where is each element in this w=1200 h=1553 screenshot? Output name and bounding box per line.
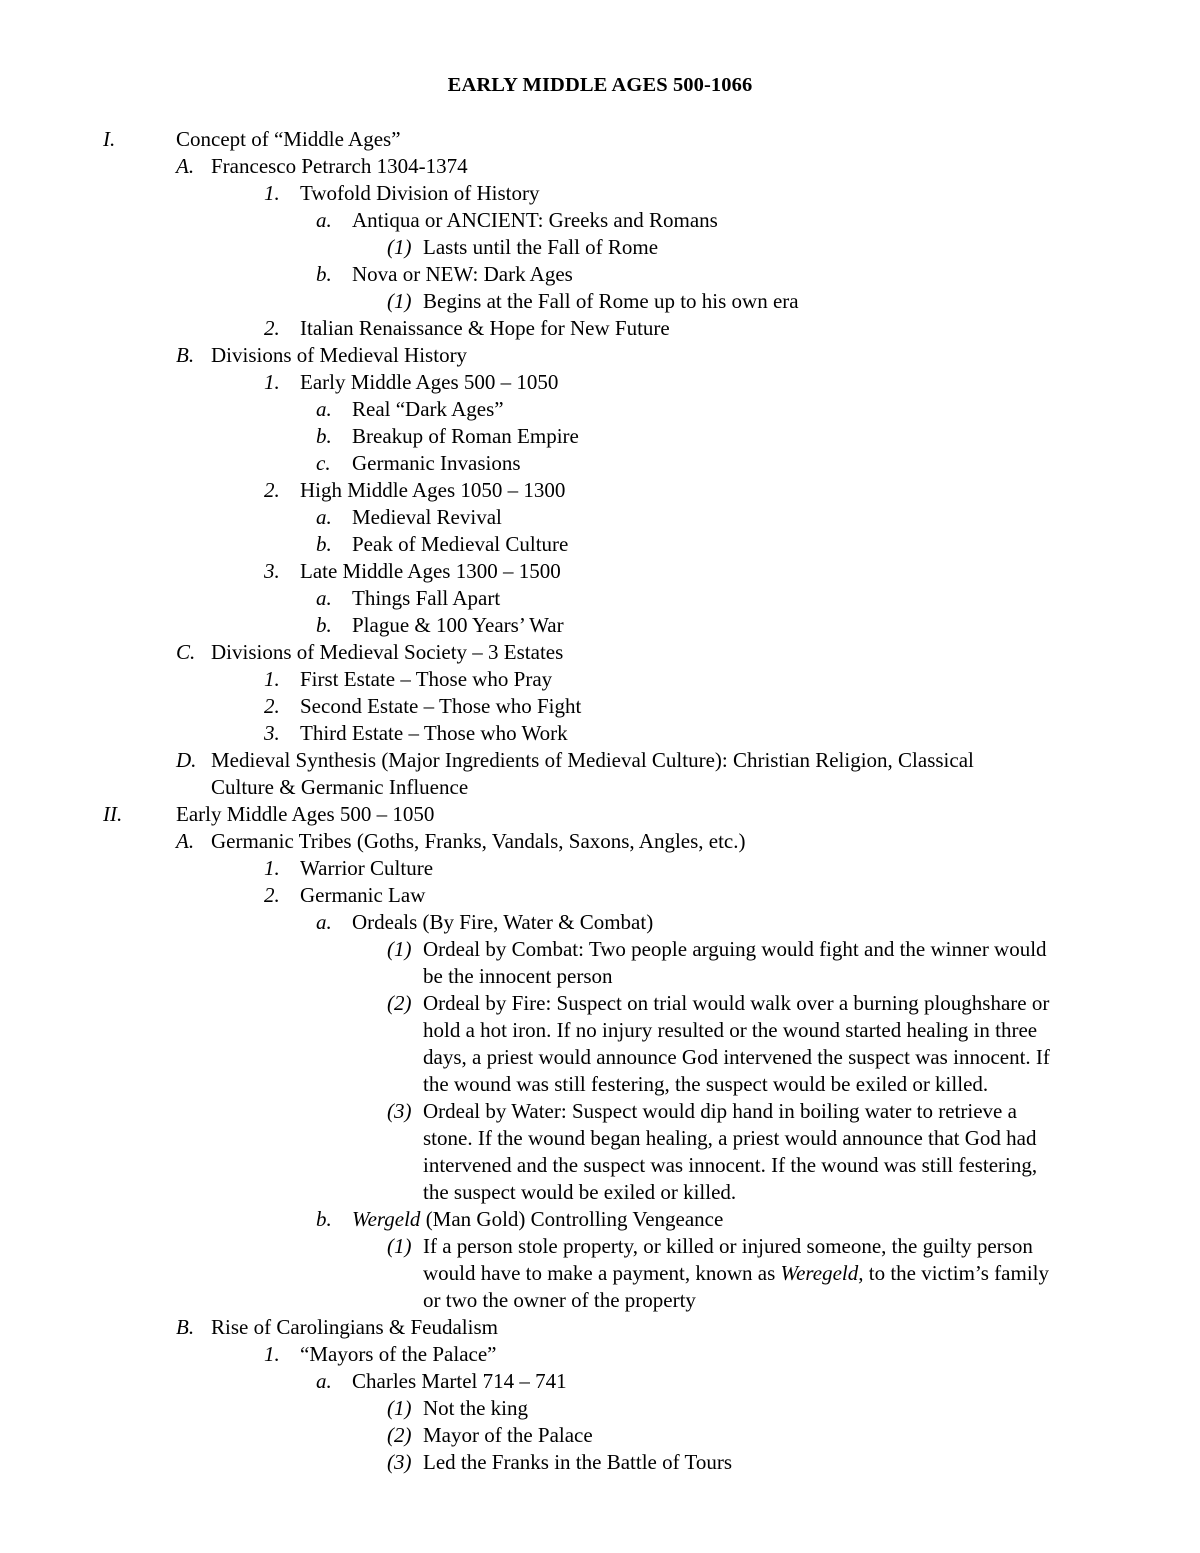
outline-text: Germanic Tribes (Goths, Franks, Vandals, Saxons, Angles, etc.): [211, 829, 746, 853]
outline-text: Ordeals (By Fire, Water & Combat): [352, 910, 654, 934]
outline: [0, 126, 1200, 1476]
outline-line: [0, 1395, 1200, 1422]
outline-text: the suspect would be exiled or killed.: [423, 1180, 737, 1204]
outline-line: [0, 234, 1200, 261]
outline-marker: b.: [316, 532, 332, 556]
outline-line: [0, 531, 1200, 558]
outline-marker: a.: [316, 208, 332, 232]
outline-marker: b.: [316, 424, 332, 448]
outline-text: Medieval Revival: [352, 505, 502, 529]
outline-marker: b.: [316, 262, 332, 286]
outline-text: “Mayors of the Palace”: [300, 1342, 497, 1366]
outline-line: [0, 1125, 1200, 1152]
outline-line: [0, 774, 1200, 801]
outline-line: [0, 585, 1200, 612]
outline-marker: 1.: [264, 370, 280, 394]
outline-line: [0, 1098, 1200, 1125]
outline-text: Things Fall Apart: [352, 586, 501, 610]
outline-line: [0, 558, 1200, 585]
outline-line: [0, 1341, 1200, 1368]
outline-line: [0, 477, 1200, 504]
outline-text: Ordeal by Water: Suspect would dip hand in boiling water to retrieve a: [423, 1099, 1017, 1123]
outline-line: [0, 1179, 1200, 1206]
outline-marker: (1): [387, 937, 412, 961]
outline-line: [0, 504, 1200, 531]
outline-text: be the innocent person: [423, 964, 613, 988]
outline-line: [0, 342, 1200, 369]
outline-text: Culture & Germanic Influence: [211, 775, 469, 799]
outline-marker: A.: [176, 829, 195, 853]
outline-line: [0, 1152, 1200, 1179]
outline-text: Charles Martel 714 – 741: [352, 1369, 567, 1393]
outline-marker: (2): [387, 1423, 412, 1447]
outline-marker: a.: [316, 586, 332, 610]
outline-text: Mayor of the Palace: [423, 1423, 593, 1447]
outline-text: High Middle Ages 1050 – 1300: [300, 478, 566, 502]
outline-line: [0, 1233, 1200, 1260]
outline-text: intervened and the suspect was innocent. If the wound was still festering,: [423, 1153, 1038, 1177]
outline-text: Ordeal by Fire: Suspect on trial would walk over a burning ploughshare or: [423, 991, 1050, 1015]
document-title: EARLY MIDDLE AGES 500-1066: [447, 74, 753, 96]
outline-line: [0, 1314, 1200, 1341]
outline-marker: (2): [387, 991, 412, 1015]
outline-marker: A.: [176, 154, 195, 178]
outline-text: Real “Dark Ages”: [352, 397, 504, 421]
outline-line: [0, 423, 1200, 450]
outline-marker: 2.: [264, 478, 280, 502]
outline-text: Divisions of Medieval Society – 3 Estates: [211, 640, 564, 664]
outline-text: Breakup of Roman Empire: [352, 424, 579, 448]
outline-line: [0, 828, 1200, 855]
outline-text-lead: would have to make a payment, known as: [423, 1261, 781, 1285]
outline-text: Lasts until the Fall of Rome: [423, 235, 659, 259]
outline-marker: b.: [316, 1207, 332, 1231]
outline-marker: I.: [103, 127, 116, 151]
outline-marker: a.: [316, 397, 332, 421]
outline-text: Plague & 100 Years’ War: [352, 613, 564, 637]
outline-text: Italian Renaissance & Hope for New Future: [300, 316, 670, 340]
outline-line: [0, 1071, 1200, 1098]
outline-text: If a person stole property, or killed or injured someone, the guilty person: [423, 1234, 1033, 1258]
outline-marker: 1.: [264, 667, 280, 691]
outline-line: [0, 369, 1200, 396]
outline-line: [0, 1422, 1200, 1449]
italic-term: Weregeld,: [780, 1261, 864, 1285]
outline-marker: 1.: [264, 181, 280, 205]
outline-text: Third Estate – Those who Work: [300, 721, 568, 745]
outline-line: [0, 1368, 1200, 1395]
italic-term: Wergeld: [352, 1207, 421, 1231]
outline-line: [0, 720, 1200, 747]
outline-line: [0, 639, 1200, 666]
outline-line: [0, 396, 1200, 423]
outline-line: [0, 936, 1200, 963]
outline-text: Not the king: [423, 1396, 528, 1420]
outline-text: First Estate – Those who Pray: [300, 667, 553, 691]
outline-text: stone. If the wound began healing, a priest would announce that God had: [423, 1126, 1037, 1150]
outline-line: [0, 963, 1200, 990]
outline-line: [0, 261, 1200, 288]
outline-marker: (1): [387, 235, 412, 259]
outline-text: Ordeal by Combat: Two people arguing would fight and the winner would: [423, 937, 1047, 961]
outline-line: [0, 153, 1200, 180]
outline-marker: D.: [176, 748, 197, 772]
outline-text-after: to the victim’s family: [863, 1261, 1049, 1285]
outline-text: Germanic Invasions: [352, 451, 521, 475]
outline-marker: 1.: [264, 1342, 280, 1366]
outline-text: Nova or NEW: Dark Ages: [352, 262, 573, 286]
outline-marker: II.: [103, 802, 123, 826]
outline-text: Early Middle Ages 500 – 1050: [176, 802, 435, 826]
outline-line: [0, 207, 1200, 234]
outline-line: [0, 666, 1200, 693]
outline-text-rest: (Man Gold) Controlling Vengeance: [420, 1207, 724, 1231]
outline-text: Second Estate – Those who Fight: [300, 694, 582, 718]
outline-line: [0, 450, 1200, 477]
outline-text: or two the owner of the property: [423, 1288, 696, 1312]
outline-line: [0, 1287, 1200, 1314]
outline-line: [0, 1260, 1200, 1287]
outline-marker: a.: [316, 910, 332, 934]
outline-marker: c.: [316, 451, 331, 475]
outline-line: [0, 1017, 1200, 1044]
outline-line: [0, 882, 1200, 909]
outline-marker: B.: [176, 343, 195, 367]
outline-text: days, a priest would announce God intervened the suspect was innocent. If: [423, 1045, 1050, 1069]
outline-marker: 1.: [264, 856, 280, 880]
outline-marker: (3): [387, 1099, 412, 1123]
outline-marker: (1): [387, 1234, 412, 1258]
outline-text: Twofold Division of History: [300, 181, 540, 205]
outline-line: [0, 126, 1200, 153]
outline-line: [0, 288, 1200, 315]
outline-line: [0, 855, 1200, 882]
outline-text: Late Middle Ages 1300 – 1500: [300, 559, 561, 583]
outline-text: the wound was still festering, the suspect would be exiled or killed.: [423, 1072, 989, 1096]
outline-marker: 2.: [264, 694, 280, 718]
outline-line: [0, 909, 1200, 936]
outline-marker: (3): [387, 1450, 412, 1474]
outline-text: Led the Franks in the Battle of Tours: [423, 1450, 733, 1474]
outline-line: [0, 693, 1200, 720]
outline-marker: B.: [176, 1315, 195, 1339]
outline-text: Divisions of Medieval History: [211, 343, 468, 367]
outline-marker: a.: [316, 505, 332, 529]
outline-text: [352, 1206, 723, 1233]
outline-line: [0, 747, 1200, 774]
outline-marker: C.: [176, 640, 196, 664]
outline-line: [0, 1206, 1200, 1233]
outline-line: [0, 612, 1200, 639]
outline-marker: (1): [387, 1396, 412, 1420]
outline-marker: (1): [387, 289, 412, 313]
outline-line: [0, 180, 1200, 207]
outline-line: [0, 990, 1200, 1017]
outline-text: Rise of Carolingians & Feudalism: [211, 1315, 498, 1339]
outline-line: [0, 1044, 1200, 1071]
outline-text: hold a hot iron. If no injury resulted or the wound started healing in three: [423, 1018, 1038, 1042]
outline-text: Concept of “Middle Ages”: [176, 127, 401, 151]
outline-marker: b.: [316, 613, 332, 637]
outline-text: Peak of Medieval Culture: [352, 532, 569, 556]
outline-text: Germanic Law: [300, 883, 426, 907]
outline-marker: a.: [316, 1369, 332, 1393]
outline-marker: 3.: [264, 559, 280, 583]
outline-line: [0, 315, 1200, 342]
outline-text: Begins at the Fall of Rome up to his own era: [423, 289, 799, 313]
outline-marker: 3.: [264, 721, 280, 745]
outline-text: [423, 1260, 1049, 1287]
outline-text: Francesco Petrarch 1304-1374: [211, 154, 468, 178]
outline-marker: 2.: [264, 316, 280, 340]
outline-text: Warrior Culture: [300, 856, 434, 880]
outline-line: [0, 1449, 1200, 1476]
outline-text: Medieval Synthesis (Major Ingredients of Medieval Culture): Christian Religion, Classical: [211, 748, 974, 772]
outline-text: Antiqua or ANCIENT: Greeks and Romans: [352, 208, 718, 232]
outline-marker: 2.: [264, 883, 280, 907]
outline-line: [0, 801, 1200, 828]
outline-text: Early Middle Ages 500 – 1050: [300, 370, 559, 394]
